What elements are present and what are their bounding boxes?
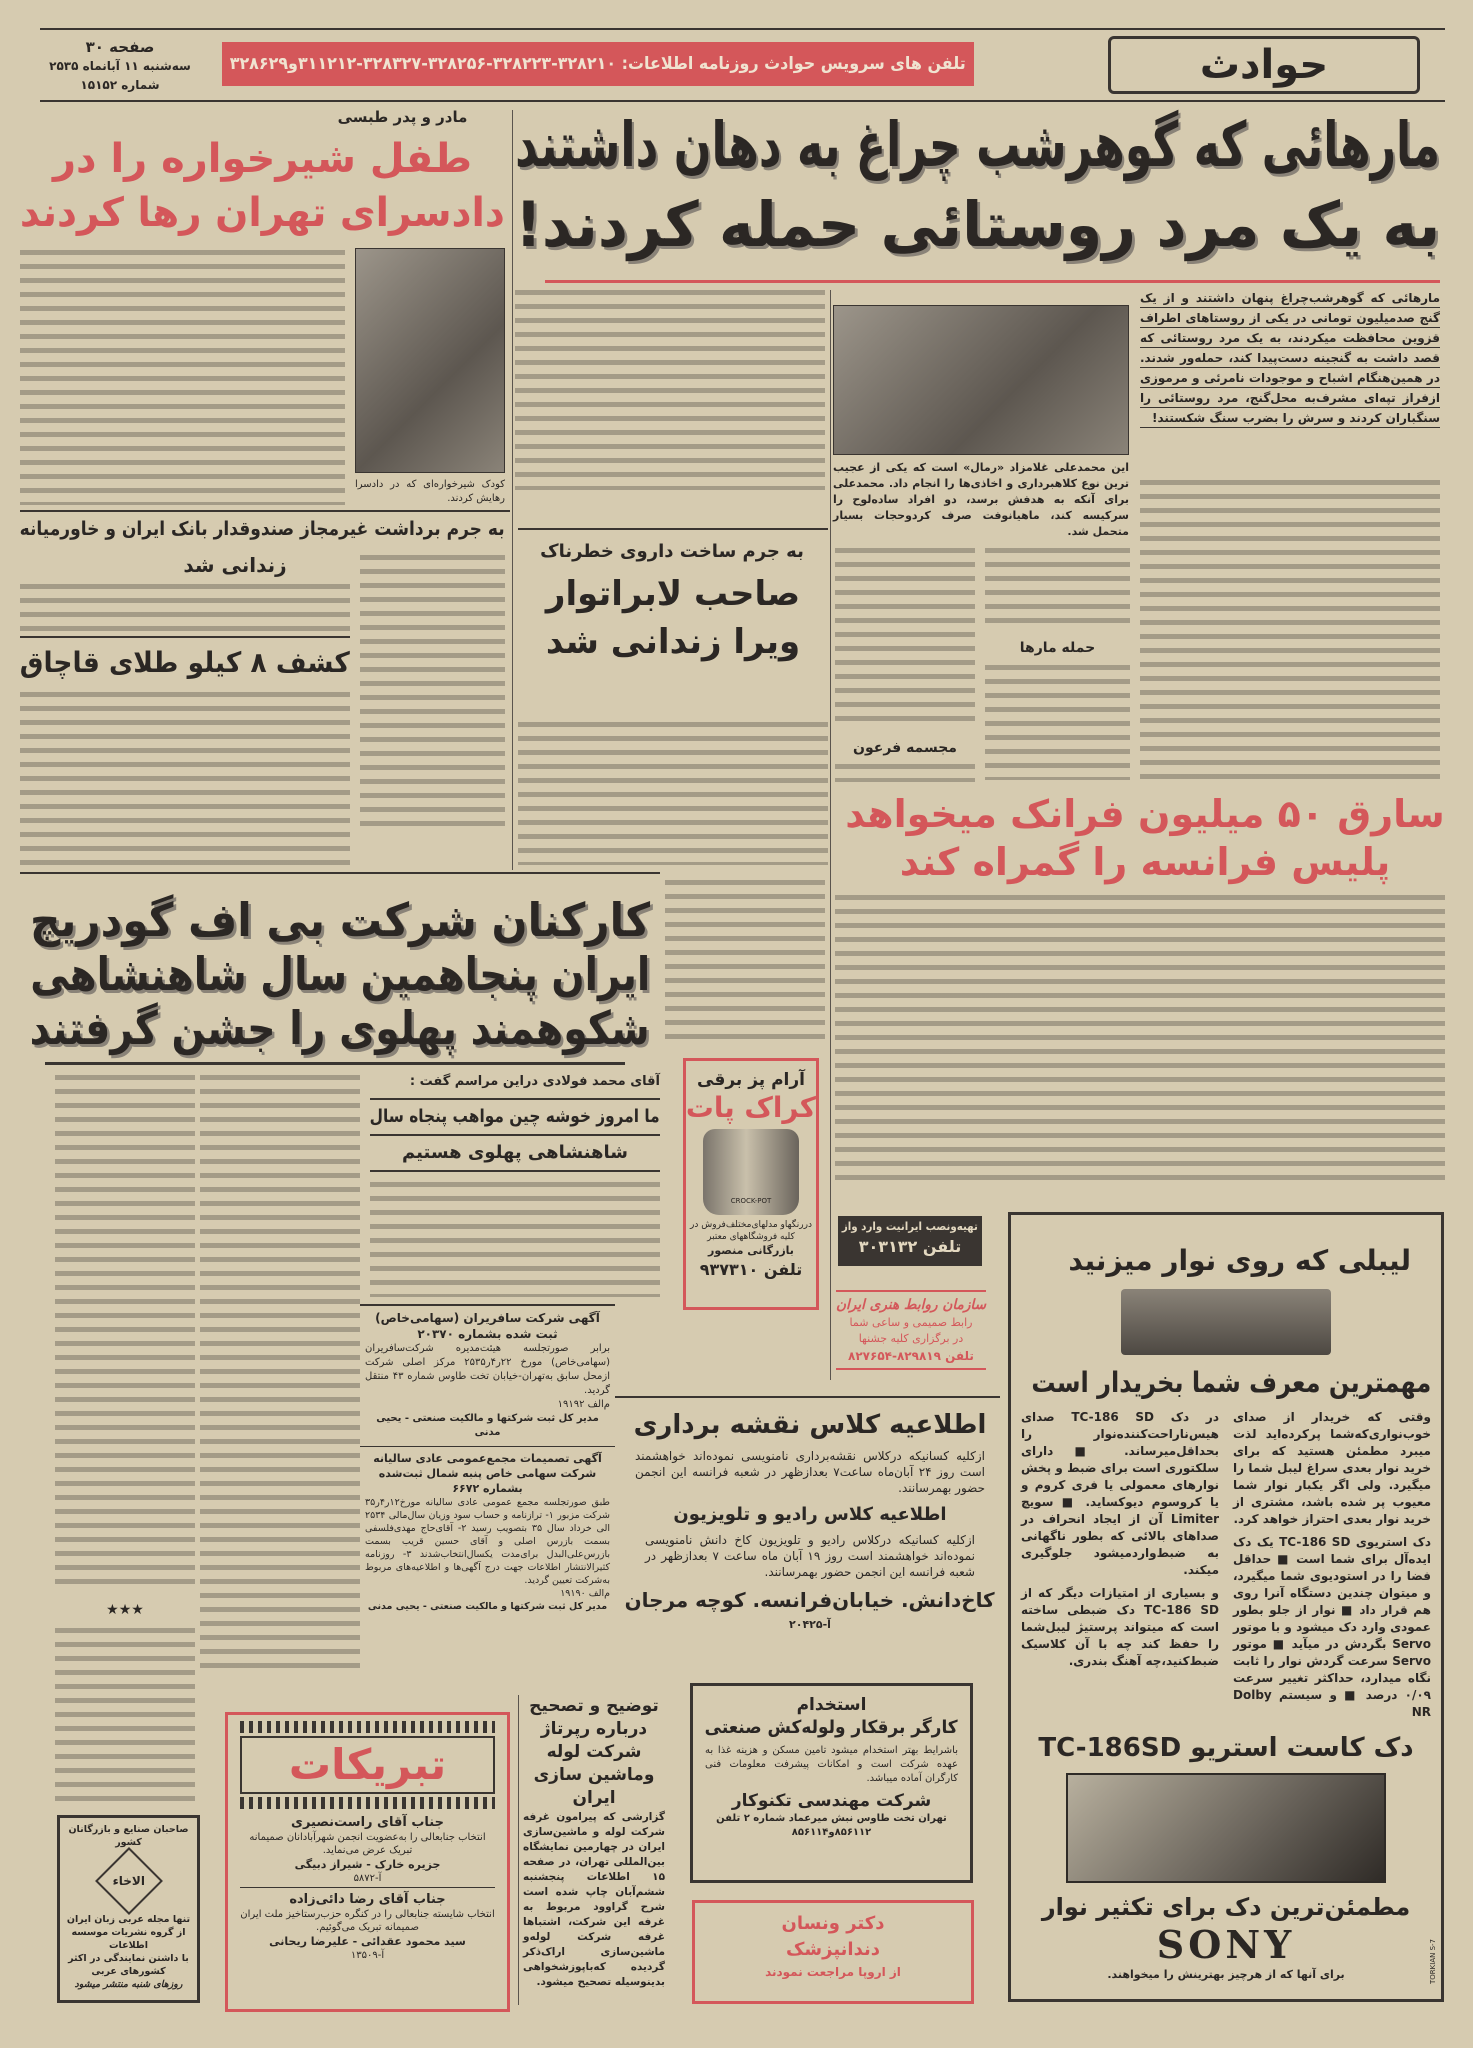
sony-text: در دک TC-186 SD صدای هیس‌ناراحت‌کننده‌نوار را بحداقل‌میرساند. ■ دارای سلکتوری است برای ضبط و پخش نوارهای معمولی یا فری کروم و یا کروسوم دیوکساید. ■ سویچ Limiter آن از ایجاد انحراف در صداهای بالائی که بطور ناگهانی به ضبط‌واردمیشود جلوگیری میکند. bbox=[1021, 1410, 1219, 1577]
sony-text: وقتی که خریدار از صدای خوب‌نواری‌که‌شما پرکرده‌اید لذت میبرد مطمئن هستید که برای خرید نوار بعدی سراغ لیبل شما را میگیرد. ولی اگر یکبار نوار شما معیوب پر شده باشد، مشتری از خرید نوار بعدی احتراز خواهد کرد. bbox=[1233, 1410, 1431, 1526]
rule bbox=[45, 1062, 625, 1065]
safariran-notice bbox=[360, 1306, 615, 1447]
employment-title: استخدام bbox=[796, 1695, 867, 1715]
baby-photo bbox=[355, 248, 505, 473]
lead-body-text bbox=[985, 548, 1130, 628]
subhead-snake-attack: حمله مارها bbox=[1019, 640, 1096, 656]
fit-text: کارکنان شرکت بی اف گودریچ bbox=[30, 893, 650, 947]
fit-text: اطلاعیه کلاس رادیو و تلویزیون bbox=[673, 1504, 947, 1525]
fit-text: شرکت مهندسی تکنوکار bbox=[731, 1791, 932, 1811]
fit-text: کشف ۸ کیلو طلای قاچاق bbox=[20, 646, 350, 679]
alakhaa-line: صاحبان صنایع و بازرگانان کشور bbox=[68, 1824, 189, 1848]
sony-body bbox=[1021, 1409, 1431, 1721]
goodrich-body-text bbox=[55, 1075, 195, 1590]
sazman-phones bbox=[836, 1347, 986, 1365]
fit-text: در برگزاری کلیه جشنها bbox=[858, 1332, 964, 1345]
gold-headline bbox=[20, 645, 350, 681]
alakhaa-logo-text: الاخاء bbox=[112, 1873, 145, 1888]
lead-headline-line bbox=[515, 105, 1440, 185]
goodrich-stars: ★★★ bbox=[106, 1602, 144, 1618]
crockpot-text: دررنگهاو مدلهای‌مختلف‌فروش در کلیه فروشگاههای معتبر bbox=[690, 1220, 812, 1242]
baby-photo-caption: کودک شیرخواره‌ای که در دادسرا رهایش کردند. bbox=[355, 479, 505, 504]
thief-headline-line bbox=[845, 790, 1445, 838]
sazman-line bbox=[836, 1331, 986, 1347]
crockpot-brand bbox=[686, 1091, 816, 1125]
fit-text: آرام پز برقی bbox=[697, 1070, 805, 1090]
lead-photo-caption: این محمدعلی غلامزاد «رمال» است که یکی از عجیب ترین نوع کلاهبرداری و اخاذی‌ها را انجام داد. محمدعلی برای آنکه به هدفش برسد، دو افراد ساده‌لوح را سرکیسه کند، ماهیانوفت صرف کردوحجات بسیار متحمل شد. bbox=[833, 461, 1129, 538]
alakhaa-line: با داشتن نمایندگی در اکثر کشورهای عربی bbox=[68, 1953, 189, 1977]
sazman-line bbox=[836, 1315, 986, 1331]
congrats-name: جناب آقای راست‌نصیری bbox=[291, 1815, 444, 1830]
goodrich-quote-kicker bbox=[370, 1072, 660, 1092]
rule bbox=[20, 510, 510, 512]
fit-text: تلفن ۹۳۷۳۱۰ bbox=[699, 1260, 803, 1279]
fit-text: مهمترین معرف شما بخریدار است bbox=[1031, 1366, 1431, 1399]
fit-text: پلیس فرانسه را گمراه کند bbox=[899, 840, 1391, 884]
legal-notices bbox=[360, 1304, 615, 1617]
goodrich-headline-line bbox=[30, 893, 650, 947]
lead-paragraph: مارهائی که گوهرشب‌چراغ پنهان داشتند و از یک گنج صدمیلیون تومانی در یکی از روستاهای اطراف قزوین محافظت میکردند، به یک مرد روستائی که قصد داشت به گنجینه دست‌پیدا کند، حمله‌ور شدند. در همین‌هنگام اشباح و موجودات نامرئی و مرموزی ازفراز تپه‌ای مشرف‌به محل‌گنج، مرد روستائی را سنگباران کردند و سرش را بضرب سنگ شکستند! bbox=[1140, 288, 1440, 428]
dentist-text: از اروپا مراجعت نمودند bbox=[765, 1965, 901, 1979]
thief-body-text bbox=[835, 895, 1445, 1185]
lead-body-text bbox=[835, 548, 975, 730]
correction-notice bbox=[523, 1695, 665, 1990]
sony-slogan: برای آنها که از هرچیز بهترینش را میخواهند. bbox=[1107, 1968, 1345, 1981]
crockpot-dealer: بازرگانی منصور bbox=[708, 1244, 794, 1257]
mapping-address bbox=[625, 1586, 995, 1614]
fit-text: سازمان روابط هنری ایران bbox=[836, 1297, 986, 1313]
center-body-text bbox=[515, 290, 825, 490]
congrats-signature: سید محمود عقدائی - علیرضا ریحانی bbox=[269, 1935, 466, 1948]
lab-kicker bbox=[518, 540, 826, 564]
employment-text: باشرایط بهتر استخدام میشود تامین مسکن و هزینه غذا به عهده شرکت است و امکانات پیشرفت معلومات فنی کارگران آماده میباشد. bbox=[705, 1745, 958, 1784]
goodrich-quote-line bbox=[370, 1136, 660, 1170]
goodrich-body-text bbox=[55, 1628, 195, 1808]
fit-text: تهیه‌ونصب ایرانیت وارد واز bbox=[842, 1220, 978, 1233]
congrats-text: انتخاب شایسته جنابعالی را در کنگره حزب‌رستاخیز ملت ایران صمیمانه تبریک می‌گوئیم. bbox=[240, 1909, 495, 1933]
phones-banner bbox=[222, 42, 974, 86]
rule bbox=[518, 528, 828, 530]
issue-date: سه‌شنبه ۱۱ آبانماه ۲۵۳۵ bbox=[49, 59, 191, 73]
employment-subtitle bbox=[705, 1716, 958, 1740]
crockpot-label: CROCK-POT bbox=[730, 1197, 772, 1205]
section-title: حوادث bbox=[1199, 42, 1329, 88]
crockpot-image bbox=[703, 1129, 799, 1215]
mapping-class-ad bbox=[625, 1408, 995, 1631]
bank-body-text bbox=[20, 584, 350, 632]
snake-charmer-photo bbox=[833, 305, 1129, 455]
alakhaa-ad bbox=[57, 1815, 200, 2003]
dentist-name: دکتر ونسان bbox=[781, 1913, 885, 1934]
lead-body-text bbox=[1140, 480, 1440, 780]
issue-number: شماره ۱۵۱۵۲ bbox=[80, 78, 160, 92]
fit-text: ما امروز خوشه چین مواهب پنجاه سال bbox=[370, 1106, 660, 1127]
iranit-phone bbox=[842, 1235, 978, 1259]
rule bbox=[20, 636, 350, 638]
crockpot-phone bbox=[686, 1259, 816, 1281]
baby-headline bbox=[20, 132, 505, 240]
employment-company bbox=[705, 1790, 958, 1812]
radio-class-title bbox=[625, 1502, 995, 1528]
fit-text: شکوهمند پهلوی را جشن گرفتند bbox=[30, 1001, 650, 1055]
congrats-text: انتخاب جنابعالی را به‌عضویت انجمن شهرآبادانان صمیمانه تبریک عرض می‌نماید. bbox=[249, 1832, 486, 1856]
ornament bbox=[240, 1721, 495, 1733]
issue-info bbox=[30, 38, 210, 95]
thief-headline bbox=[845, 790, 1445, 886]
fit-text: به جرم برداشت غیرمجاز صندوقدار بانک ایران و خاورمیانه bbox=[20, 518, 505, 540]
fit-text: تلفن ۸۲۹۸۱۹-۸۲۷۶۵۴ bbox=[848, 1349, 974, 1363]
correction-text: گزارشی که پیرامون غرفه شرکت لوله و ماشین‌سازی ایران در چهارمین نمایشگاه بین‌المللی تهران، در صفحه ۱۵ اطلاعات پنجشنبه ششم‌آبان چاپ شده است شرح گراوود مربوط به غرفه این شرکت، اشتباها غرفه شرکت لوله‌و ماشین‌سازی اراک‌ذکر گردیده که‌باپوزشخواهی بدینوسیله تصحیح میشود. bbox=[523, 1811, 665, 1988]
thief-headline-line bbox=[845, 838, 1445, 886]
alakhaa-line: از گروه نشریات موسسه اطلاعات bbox=[71, 1927, 186, 1951]
mapping-text: ازکلیه کسانیکه درکلاس نقشه‌برداری نامنویسی نموده‌اند خواهشمند است روز ۲۴ آبان‌ماه ساعت۷ بعدازظهر در شعبه فرانسه این انجمن حضور بهمرسانند. bbox=[635, 1449, 985, 1495]
pambeh-text: طبق صورتجلسه مجمع عمومی عادی سالیانه مورخ۱۲ر۴ر۳۵ شرکت مزبور ۱- ترازنامه و حساب سود وزیان سال‌مالی ۲۵۳۴ الی خرداد سال ۳۵ بتصویب رسید ۲- آقای‌حاج مهدی‌فلسفی بسمت بازرس اصلی و آقای حسین قریب بسمت بازرس‌علی‌البدل برای‌مدت یکسال‌انتخاب‌شدند ۳- روزنامه کثیرالانتشار اطلاعات جهت درج آگهی‌ها و اطلاعیه‌های مربوط به‌شرکت تعیین گردید. bbox=[365, 1497, 611, 1586]
pambeh-code: م‌الف ۱۹۱۹۰ bbox=[560, 1588, 610, 1599]
congratulations-title: تبریکات bbox=[240, 1736, 495, 1794]
sony-model-title bbox=[1021, 1731, 1431, 1765]
fit-text: زندانی شد bbox=[183, 553, 287, 577]
fit-text: شاهنشاهی پهلوی هستیم bbox=[402, 1142, 628, 1163]
goodrich-body-text bbox=[370, 1182, 660, 1297]
sony-ad bbox=[1008, 1212, 1444, 2002]
sony-text: و بسیاری از امتیازات دیگر که از TC-186 SD دک ضبطی ساخته است که میتواند پرستیژ لیبل‌شما را حفظ کند چه با آن کلاسیک ضبط‌کنید،چه آهنگ بندری. bbox=[1021, 1586, 1219, 1668]
congratulations-ad bbox=[225, 1712, 510, 2012]
header-rule bbox=[40, 100, 1445, 102]
fit-text: به یک مرد روستائی حمله کردند! bbox=[515, 188, 1440, 261]
congrats-signature: جزیره خارک - شیراز دبیگی bbox=[294, 1858, 441, 1871]
sony-tagline bbox=[1021, 1891, 1431, 1923]
column-rule bbox=[518, 1695, 519, 2005]
congrats-code: آ-۱۳۵۰۹ bbox=[350, 1950, 385, 1961]
alakhaa-line: تنها مجله عربی زبان ایران bbox=[66, 1914, 191, 1925]
safariran-text: برابر صورتجلسه هیئت‌مدیره شرکت‌سافریران (سهامی‌خاص) مورخ ۲۲ر۴ر۲۵۳۵ مرکز اصلی شرکت ازمحل سابق به‌تهران-خیابان تخت طاوس شماره ۴۳ منتقل گردید. bbox=[365, 1343, 611, 1396]
bank-headline bbox=[20, 516, 505, 542]
fit-text: ایران پنجاهمین سال شاهنشاهی bbox=[30, 947, 650, 1001]
safariran-signature: مدیر کل ثبت شرکتها و مالکیت صنعتی - یحیی مدنی bbox=[376, 1413, 599, 1438]
subhead-pharaoh-statue: مجسمه فرعون bbox=[853, 740, 957, 756]
fit-text: تلفن ۳۰۳۱۳۲ bbox=[858, 1237, 962, 1256]
baby-body-text bbox=[20, 250, 345, 505]
fit-text: دادسرای تهران رها کردند bbox=[20, 190, 505, 236]
dentist-ad bbox=[692, 1900, 974, 2004]
mapping-title bbox=[625, 1408, 995, 1442]
sony-subheadline bbox=[1031, 1365, 1431, 1401]
sony-headline bbox=[1021, 1243, 1411, 1279]
goodrich-headline-line bbox=[30, 1001, 650, 1055]
safariran-title: آگهی شرکت سافریران (سهامی‌خاص) ثبت شده بشماره ۲۰۳۷۰ bbox=[375, 1311, 600, 1341]
pambeh-notice bbox=[360, 1447, 615, 1617]
fit-text: طفل شیرخواره را در bbox=[52, 136, 473, 182]
fit-text: مارهائی که گوهرشب چراغ به دهان داشتند bbox=[515, 108, 1440, 181]
fit-text: به جرم ساخت داروی خطرناک bbox=[540, 541, 804, 562]
lead-headline bbox=[515, 105, 1440, 265]
congrats-code: آ-۵۸۷۲ bbox=[240, 1872, 495, 1888]
cassette-image bbox=[1121, 1289, 1331, 1355]
cassette-deck-image bbox=[1066, 1773, 1386, 1883]
fit-text: لیبلی که روی نوار میزنید bbox=[1068, 1244, 1411, 1277]
sazman-title bbox=[836, 1295, 986, 1315]
correction-title: توضیح و تصحیح درباره رپرتاژ شرکت لوله وماشین سازی ایران bbox=[529, 1696, 659, 1808]
baby-kicker: مادر و پدر طبسی bbox=[337, 108, 468, 126]
fit-text: کارگر برقکار ولوله‌کش صنعتی bbox=[705, 1717, 958, 1738]
rule bbox=[20, 872, 660, 874]
lead-headline-line bbox=[515, 185, 1440, 265]
goodrich-body-text bbox=[200, 1075, 360, 1675]
pambeh-title: آگهی تصمیمات مجمع‌عمومی عادی سالیانه شرکت سهامی خاص پنبه شمال ثبت‌شده بشماره ۶۶۷۲ bbox=[373, 1452, 602, 1495]
bank-subhead bbox=[175, 552, 295, 578]
iranit-line bbox=[842, 1219, 978, 1235]
column-rule bbox=[512, 110, 513, 870]
agency-credit: TORKIAN S-7 bbox=[1429, 1939, 1437, 1984]
safariran-code: م‌الف ۱۹۱۹۲ bbox=[557, 1399, 610, 1410]
congrats-name: جناب آقای رضا دائی‌زاده bbox=[289, 1892, 446, 1907]
crockpot-title bbox=[686, 1069, 816, 1091]
goodrich-quote-line bbox=[370, 1100, 660, 1136]
lead-body-text bbox=[835, 764, 975, 782]
page-number: صفحه ۳۰ bbox=[85, 38, 155, 56]
lead-body-text bbox=[985, 665, 1130, 780]
sony-logo: SONY bbox=[1156, 1922, 1296, 1967]
fit-text: اطلاعیه کلاس نقشه برداری bbox=[633, 1410, 987, 1440]
sony-text: دک استریوی TC-186 SD یک دک ایده‌آل برای شما است ■ حداقل فضا را در استودیوی شما میگیرد، و میتوان چندین دستگاه آنرا روی هم قرار داد ■ نوار از جلو بطور عمودی وارد دک میشود و با موتور Servo بگردش در میآید ■ موتور Servo سرعت گردش نوار را ثابت نگاه میدارد، حداکثر تغییر سرعت ۰/۰۹ درصد ■ و سیستم Dolby NR bbox=[1233, 1535, 1432, 1719]
fit-text: تلفن های سرویس حوادث روزنامه اطلاعات: ۳۲۸۲۱۰-۳۲۸۲۲۳-۳۲۸۲۵۶-۳۲۸۳۲۷-۳۱۱۲۱۲و۳۲۸۶۲۹ bbox=[230, 54, 966, 74]
baby-headline-line bbox=[20, 186, 505, 240]
fit-text: دک کاست استریو TC-186SD bbox=[1038, 1733, 1414, 1763]
column-rule bbox=[830, 290, 831, 1380]
fit-text: آقای محمد فولادی دراین مراسم گفت : bbox=[409, 1074, 660, 1089]
alakhaa-logo bbox=[95, 1847, 163, 1915]
goodrich-quote bbox=[370, 1098, 660, 1172]
goodrich-headline-line bbox=[30, 947, 650, 1001]
employment-address: تهران تخت طاوس نبش میرعماد شماره ۲ تلفن ۸۵۶۱۱۲و۸۵۶۱۱۴ bbox=[716, 1813, 947, 1838]
iranit-ad bbox=[838, 1216, 982, 1266]
radio-class-text: ازکلیه کسانیکه درکلاس رادیو و تلویزیون کاخ دانش نامنویسی نموده‌اند خواهشمند است روز ۱۹ آبان ماه ساعت ۷ بعدازظهر در شعبه فرانسه این انجمن حضور بهمرسانند. bbox=[645, 1533, 975, 1579]
baby-headline-line bbox=[20, 132, 505, 186]
top-rule bbox=[40, 28, 1445, 30]
fit-text: کاخ‌دانش. خیابان‌فرانسه. کوچه مرجان bbox=[625, 1588, 995, 1612]
rule bbox=[615, 1396, 1000, 1398]
fit-text: سارق ۵۰ میلیون فرانک میخواهد bbox=[845, 792, 1445, 836]
mapping-code: آ-۲۰۴۲۵ bbox=[789, 1618, 831, 1631]
sazman-ad bbox=[836, 1290, 986, 1370]
gold-body-text bbox=[20, 692, 350, 865]
fit-text: مطمئن‌ترین دک برای تکثیر نوار bbox=[1041, 1893, 1411, 1921]
section-title-box bbox=[1108, 36, 1420, 94]
lab-body-text bbox=[518, 722, 828, 865]
fit-text: کراک پات bbox=[686, 1091, 816, 1124]
crockpot-ad bbox=[683, 1058, 819, 1310]
lab-body-text bbox=[665, 880, 825, 1040]
goodrich-headline bbox=[30, 893, 650, 1055]
fit-text: رابط صمیمی و ساعی شما bbox=[849, 1316, 973, 1329]
alakhaa-line: روزهای شنبه منتشر میشود bbox=[74, 1979, 183, 1990]
bank-body-text bbox=[360, 555, 505, 835]
pambeh-signature: مدیر کل ثبت شرکتها و مالکیت صنعتی - یحیی مدنی bbox=[367, 1601, 608, 1612]
employment-ad bbox=[690, 1683, 973, 1883]
dentist-title: دندانپزشک bbox=[786, 1939, 880, 1960]
lab-headline: صاحب لابراتوار ویرا زندانی شد bbox=[545, 574, 801, 662]
red-rule bbox=[545, 280, 1440, 283]
ornament bbox=[240, 1797, 495, 1809]
